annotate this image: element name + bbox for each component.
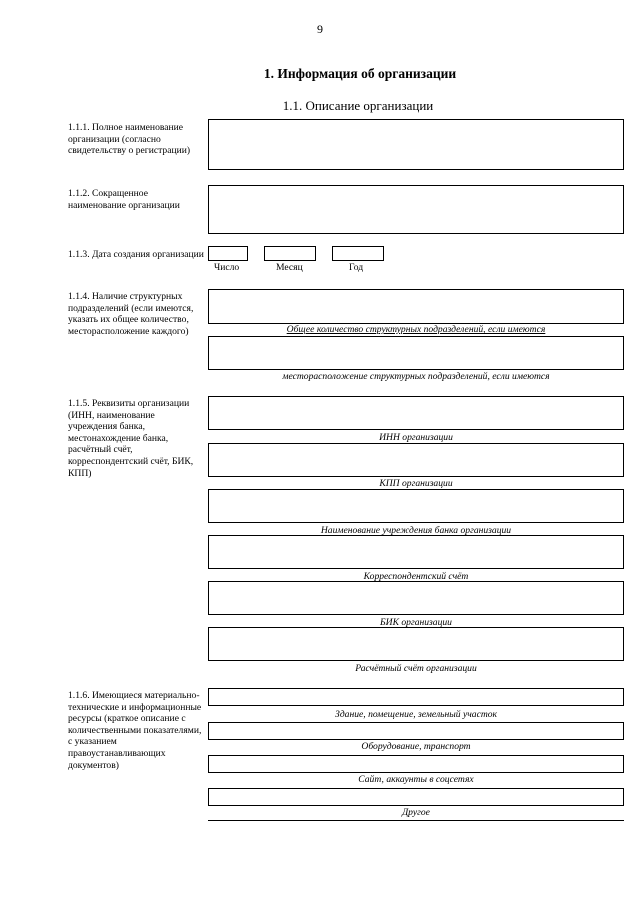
subsection-title: 1.1. Описание организации	[282, 98, 434, 113]
equipment-caption: Оборудование, транспорт	[361, 741, 471, 752]
subdivisions-location-caption: месторасположение структурных подразделений, если имеются	[282, 371, 550, 382]
page-number: 9	[317, 22, 323, 36]
bank-name-caption: Наименование учреждения банка организации	[320, 525, 512, 536]
inn-field[interactable]	[208, 396, 624, 430]
bik-caption: БИК организации	[380, 617, 452, 628]
label-resources: 1.1.6. Имеющиеся материально-технические и информационные ресурсы (краткое описание с количественными показателями, с указанием правоустанавливающих документов)	[68, 690, 202, 771]
website-caption: Сайт, аккаунты в соцсетях	[358, 774, 474, 785]
year-field[interactable]	[332, 246, 384, 261]
building-caption: Здание, помещение, земельный участок	[334, 709, 498, 720]
label-subdivisions: 1.1.4. Наличие структурных подразделений (если имеются, указать их общее количество, месторасположение каждого)	[68, 291, 194, 337]
month-field[interactable]	[264, 246, 316, 261]
building-field[interactable]	[208, 688, 624, 706]
short-name-field[interactable]	[208, 185, 624, 234]
settlement-account-caption: Расчётный счёт организации	[355, 663, 477, 674]
label-short-name: 1.1.2. Сокращенное наименование организации	[68, 188, 180, 211]
corr-account-caption: Корреспондентский счёт	[363, 571, 469, 582]
month-caption: Месяц	[276, 262, 303, 273]
label-requisites: 1.1.5. Реквизиты организации (ИНН, наименование учреждения банка, местонахождение банка, расчётный счёт, корреспондентский счёт, БИК, КПП)	[68, 398, 194, 479]
subdivisions-count-caption: Общее количество структурных подразделений, если имеются	[286, 324, 546, 335]
bank-name-field[interactable]	[208, 489, 624, 523]
other-field[interactable]	[208, 788, 624, 806]
full-name-field[interactable]	[208, 119, 624, 170]
day-caption: Число	[214, 262, 240, 273]
label-full-name: 1.1.1. Полное наименование организации (согласно свидетельству о регистрации)	[68, 122, 191, 157]
kpp-field[interactable]	[208, 443, 624, 477]
subdivisions-count-field[interactable]	[208, 289, 624, 324]
kpp-caption: КПП организации	[379, 478, 453, 489]
settlement-account-field[interactable]	[208, 627, 624, 661]
bik-field[interactable]	[208, 581, 624, 615]
inn-caption: ИНН организации	[379, 432, 453, 443]
subdivisions-location-field[interactable]	[208, 336, 624, 370]
bottom-rule	[208, 820, 624, 821]
year-caption: Год	[349, 262, 364, 273]
website-field[interactable]	[208, 755, 624, 773]
day-field[interactable]	[208, 246, 248, 261]
other-caption: Другое	[402, 807, 430, 818]
equipment-field[interactable]	[208, 722, 624, 740]
section-title: 1. Информация об организации	[263, 66, 457, 81]
label-creation-date: 1.1.3. Дата создания организации	[68, 249, 204, 260]
corr-account-field[interactable]	[208, 535, 624, 569]
